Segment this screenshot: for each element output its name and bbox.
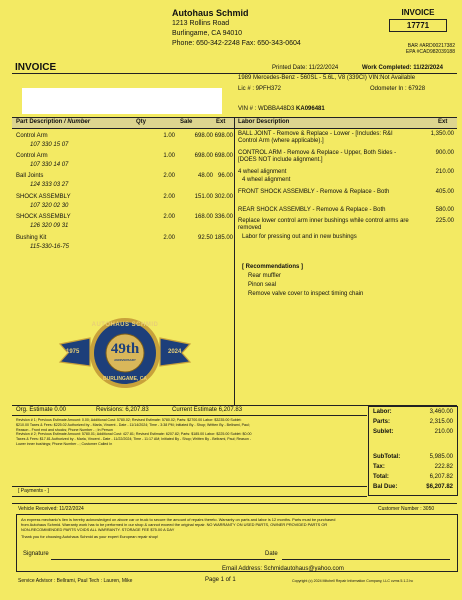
part-number: 124 333 03 27	[30, 182, 69, 188]
logo-year-left: 1975	[66, 349, 80, 355]
vin: VIN # : WDBBA48D3 KA096481	[238, 106, 325, 112]
recommendations	[242, 264, 363, 298]
table-row	[15, 233, 233, 253]
parts-header-sale: Sale	[180, 119, 193, 125]
part-ext: 96.00	[217, 173, 233, 179]
parts-header-qty: Qty	[136, 119, 147, 125]
labor-desc: 4 wheel alignment	[238, 169, 287, 175]
part-sale: 698.00	[194, 153, 213, 159]
page-title: INVOICE	[15, 62, 57, 73]
disclaimer-thanks: Thank you for choosing Autohaus Schmid as your expert European repair shop!	[21, 534, 159, 539]
part-number: 115-330-16-75	[30, 244, 69, 250]
page-number: Page 1 of 1	[205, 577, 236, 583]
redacted-customer-block	[22, 88, 222, 114]
labor-ext: 580.00	[435, 207, 454, 213]
part-ext: 336.00	[214, 214, 233, 220]
labor-ext: 405.00	[435, 189, 454, 195]
total-label: Sublet:	[373, 429, 394, 435]
part-ext: 698.00	[214, 153, 233, 159]
original-estimate: Org. Estimate 0.00	[16, 407, 67, 413]
labor-header-ext: Ext	[438, 119, 448, 125]
parts-header-desc: Part Description / Number	[16, 119, 91, 125]
total-label: Parts:	[373, 419, 391, 425]
total-label: SubTotal:	[373, 454, 401, 460]
total-label: Total:	[373, 474, 389, 480]
table-row	[15, 192, 233, 212]
part-ext: 302.00	[214, 194, 233, 200]
total-value: 6,207.82	[429, 474, 453, 480]
labor-desc: Replace lower control arm inner bushings while control arms are removed	[238, 218, 409, 231]
labor-subdesc: Labor for pressing out and in new bushings	[242, 234, 357, 240]
invoice-box-label: INVOICE	[401, 8, 435, 17]
work-completed: Work Completed: 11/22/2024	[362, 65, 443, 71]
email-address: Email Address: Schmidautohaus@yahoo.com	[222, 566, 344, 572]
labor-desc: CONTROL ARM - Remove & Replace - Upper, Both Sides - [DOES NOT include alignment.]	[238, 150, 397, 163]
printed-date: Printed Date: 11/22/2024	[272, 65, 339, 71]
recommendation-item: Rear muffler	[248, 273, 281, 279]
part-desc: SHOCK ASSEMBLY	[16, 214, 71, 220]
part-number: 107 320 02 30	[30, 203, 69, 209]
disclaimer-line: from Autohaus Schmid. Warranty work has to be performed in our shop & cannot exceed the original repair. NO WARRANTY ON USED PARTS, OWNER PROVIDED PARTS OR	[21, 522, 328, 527]
labor-ext: 1,350.00	[430, 131, 454, 137]
part-desc: SHOCK ASSEMBLY	[16, 194, 71, 200]
part-number: 107 330 14 07	[30, 162, 69, 168]
part-qty: 2.00	[163, 214, 175, 220]
table-row	[15, 212, 233, 232]
customer-number: Customer Number : 3050	[378, 506, 435, 512]
logo-years: 49th	[110, 341, 140, 357]
part-ext: 185.00	[214, 235, 233, 241]
total-value: 222.82	[434, 464, 453, 470]
part-desc: Ball Joints	[16, 173, 44, 179]
part-sale: 168.00	[194, 214, 213, 220]
labor-subdesc: 4 wheel alignment	[242, 177, 291, 183]
service-advisor: Service Advisor : Bellrami, Paul Tech : Lauren, Mike	[18, 578, 133, 584]
total-value: 3,460.00	[429, 409, 453, 415]
total-value: 5,985.00	[429, 454, 453, 460]
vehicle-description: 1989 Mercedes-Benz - 560SL - 5.6L, V8 (339CI) VIN:Not Available	[238, 75, 416, 81]
anniversary-logo	[56, 316, 194, 390]
logo-banner: AUTOHAUS SCHMID	[91, 322, 159, 328]
part-qty: 2.00	[163, 194, 175, 200]
revision-note-line: Taxes & Fees: $17.81 Authorized by - Marla, Vincent - Date - 11/22/2024; Time - 11:17 AM; Initiated By - Shop; Written By - Bellrami, Paul; Reason -	[16, 437, 252, 442]
part-qty: 1.00	[163, 153, 175, 159]
total-value: 210.00	[434, 429, 453, 435]
total-label: Labor:	[373, 409, 392, 415]
table-row	[15, 151, 233, 171]
logo-anniversary: ANNIVERSARY	[114, 358, 136, 362]
part-sale: 151.00	[194, 194, 213, 200]
signature-label: Signature	[23, 551, 49, 557]
license-plate: Lic # : 9PFH372	[238, 86, 282, 92]
revision-note-line: Lower inner bushings; Phone Number - ; Customer Called In	[16, 441, 113, 446]
parts-header-ext: Ext	[216, 119, 226, 125]
part-desc: Control Arm	[16, 153, 48, 159]
date-label: Date	[265, 551, 278, 557]
total-value: 2,315.00	[429, 419, 453, 425]
shop-city: Burlingame, CA 94010	[172, 30, 243, 37]
part-sale: 698.00	[194, 133, 213, 139]
logo-year-right: 2024	[168, 349, 182, 355]
totals-box	[368, 406, 458, 496]
part-qty: 1.00	[163, 133, 175, 139]
disclaimer-line: NON-RECOMMENDED PARTS VOIDS ALL WARRANTY. STORAGE FEE $75.00 A DAY	[21, 527, 175, 532]
disclaimer-box	[16, 514, 458, 572]
total-label: Bal Due:	[373, 484, 398, 490]
revisions-total: Revisions: 6,207.83	[96, 407, 149, 413]
logo-bottom: BURLINGAME, CA	[103, 376, 147, 382]
epa-number: EPA #CAD982039188	[405, 49, 455, 55]
labor-ext: 210.00	[435, 169, 454, 175]
labor-header-desc: Labor Description	[238, 119, 290, 125]
labor-ext: 900.00	[435, 150, 454, 156]
copyright: Copyright (c) 2024 Mitchell Repair Information Company, LLC cvms 5.1.2.hc	[292, 579, 414, 583]
part-number: 126 320 09 31	[30, 223, 69, 229]
revision-note-line: $210.00 Taxes & Fees: $225.02 Authorized by - Marla, Vincent - Date - 11/14/2024; Time - 3:38 PM; Initiated By - Shop; Written By - Bellrami, Paul;	[16, 422, 250, 427]
part-desc: Control Arm	[16, 133, 48, 139]
current-estimate: Current Estimate 6,207.83	[172, 407, 243, 413]
invoice-number-box	[381, 8, 455, 42]
labor-ext: 225.00	[435, 218, 454, 224]
revision-note-line: Reason - Front end and shocks; Phone Number - ; In Person	[16, 427, 113, 432]
odometer: Odometer In : 67928	[370, 86, 426, 92]
part-desc: Bushing Kit	[16, 235, 47, 241]
revision-note-line: Revision # 2; Previous Estimate Amount: 5780.01; Additional Cost: 427.81; Revised Estimate: 6207.82; Parts: $185.00 Labor: $225.00 Sublet: $0.00	[16, 432, 252, 437]
recommendation-item: Pinon seal	[248, 282, 277, 288]
labor-desc: BALL JOINT - Remove & Replace - Lower - [Includes: R&I Control Arm (where applicable).]	[238, 131, 393, 144]
labor-desc: FRONT SHOCK ASSEMBLY - Remove & Replace - Both	[238, 189, 390, 195]
part-number: 107 330 15 07	[30, 142, 69, 148]
recommendations-title: [ Recommendations ]	[242, 264, 304, 270]
balance-due-value: $6,207.82	[426, 484, 453, 490]
invoice-number: 17771	[389, 19, 447, 32]
part-qty: 2.00	[163, 173, 175, 179]
recommendation-item: Remove valve cover to inspect timing chain	[248, 291, 364, 297]
vehicle-received: Vehicle Received: 11/22/2024	[18, 506, 84, 512]
table-row	[15, 131, 233, 151]
revision-note-line: Revision # 1; Previous Estimate Amount: 0.00; Additional Cost: 5780.02; Revised Estimate: 5780.02; Parts: $2700.00 Labor: $3235.00 Sublet:	[16, 418, 242, 422]
bar-number: BAR #ARD00217382	[407, 43, 455, 49]
payments: [ Payments - ]	[18, 488, 49, 494]
revision-notes	[16, 418, 366, 447]
part-sale: 48.00	[197, 173, 213, 179]
shop-phone: Phone: 650-342-2248 Fax: 650-343-0604	[172, 40, 301, 47]
table-row	[15, 171, 233, 191]
part-ext: 698.00	[214, 133, 233, 139]
labor-desc: REAR SHOCK ASSEMBLY - Remove & Replace - Both	[238, 207, 386, 213]
part-qty: 2.00	[163, 235, 175, 241]
part-sale: 92.50	[197, 235, 213, 241]
disclaimer-line: An express mechanic's lien is hereby acknowledged on above car or truck to secure the amount of repairs thereto. Warranty on parts and labor is 12 months. Parts must be purchased	[21, 517, 336, 522]
total-label: Tax:	[373, 464, 385, 470]
shop-address: 1213 Rollins Road	[172, 20, 230, 27]
shop-name: Autohaus Schmid	[172, 8, 249, 18]
